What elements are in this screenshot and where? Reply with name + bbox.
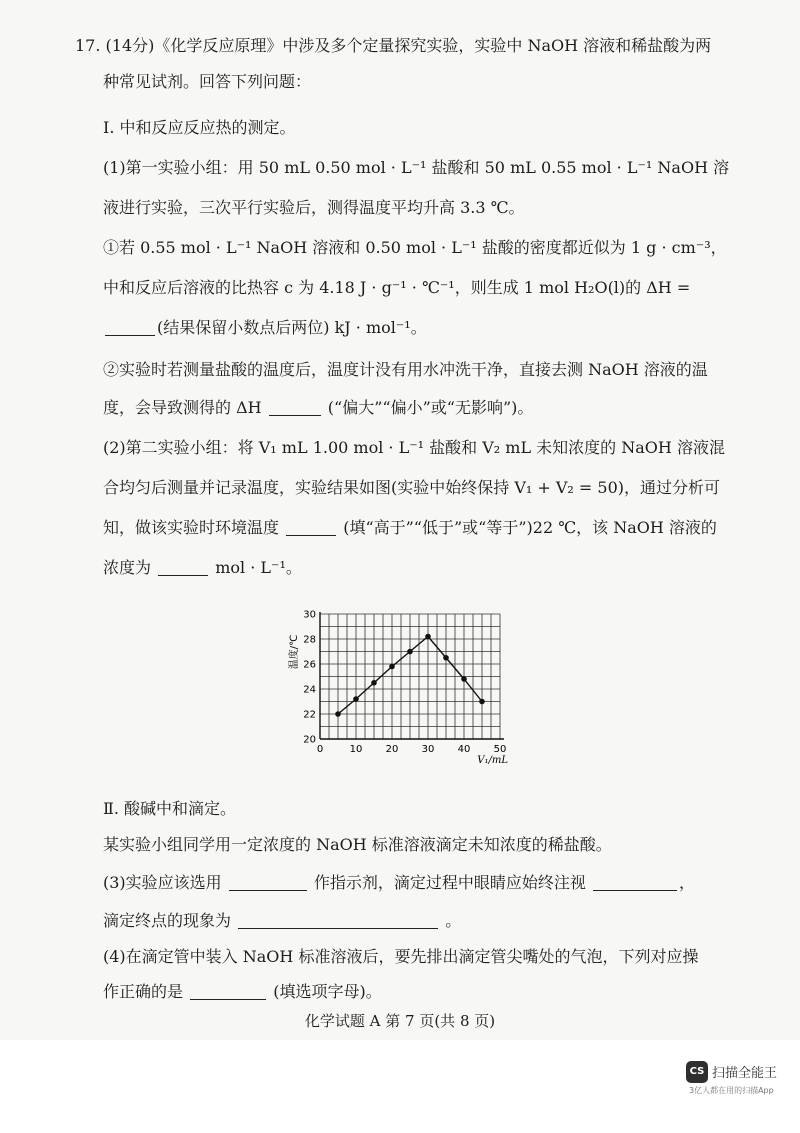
x-tick-label: 0 [316,744,324,755]
answer-blank-delta-h[interactable] [105,319,155,336]
q4-line-2-text-a: 作正确的是 [103,982,184,1001]
camscanner-tagline: 3亿人都在用的扫描App [689,1086,774,1095]
q4-line-1: (4)在滴定管中装入 NaOH 标准溶液后，要先排出滴定管尖嘴处的气泡，下列对应操 [103,947,699,966]
data-point [461,676,467,682]
y-tick-label: 28 [303,634,316,646]
q1b-line-2-text-a: 度，会导致测得的 ΔH [103,398,262,417]
camscanner-logo-icon: CS [686,1061,708,1083]
temperature-chart [285,604,525,774]
q2-line-4-text-b: mol · L⁻¹。 [215,558,302,577]
answer-blank-option[interactable] [190,983,266,1000]
y-axis-label: 温度/℃ [289,634,300,670]
y-tick-label: 22 [303,709,316,721]
x-tick-label: 10 [349,744,363,755]
q1b-line-2 [103,397,533,419]
camscanner-brand: 扫描全能王 [712,1066,778,1081]
q3-line-2-text-b: 。 [445,911,462,930]
q4-line-2-text-b: (填选项字母)。 [273,982,382,1001]
y-tick-label: 20 [303,734,316,746]
data-point [407,649,413,655]
q1-line-2: 液进行实验，三次平行实验后，测得温度平均升高 3.3 ℃。 [103,198,525,217]
x-tick-label: 40 [457,744,471,755]
x-axis-label: V₁/mL [477,755,508,766]
q1-line-1: (1)第一实验小组：用 50 mL 0.50 mol · L⁻¹ 盐酸和 50 mL 0.55 mol · L⁻¹ NaOH 溶 [103,158,730,177]
q3-line-1-text-a: (3)实验应该选用 [103,873,222,892]
q3-line-2 [103,910,461,932]
data-point [443,655,449,661]
q2-line-1: (2)第二实验小组：将 V₁ mL 1.00 mol · L⁻¹ 盐酸和 V₂ mL 未知浓度的 NaOH 溶液混 [103,438,725,457]
q3-line-1-text-c: ， [678,873,695,892]
answer-blank-naoh-concentration[interactable] [158,559,208,576]
answer-blank-delta-h-effect[interactable] [269,399,321,416]
data-point [389,664,395,670]
data-point [479,699,485,705]
q4-line-2 [103,981,382,1003]
q3-intro: 某实验小组同学用一定浓度的 NaOH 标准溶液滴定未知浓度的稀盐酸。 [103,835,612,854]
q1a-line-1: ①若 0.55 mol · L⁻¹ NaOH 溶液和 0.50 mol · L⁻¹ 盐酸的密度都近似为 1 g · cm⁻³， [103,238,727,257]
q1a-line-2: 中和反应后溶液的比热容 c 为 4.18 J · g⁻¹ · ℃⁻¹，则生成 1 mol H₂O(l)的 ΔH = [103,278,691,297]
q2-line-3-text-a: 知，做该实验时环境温度 [103,518,280,537]
data-point [371,680,377,686]
question-header-line-1: 17. (14分)《化学反应原理》中涉及多个定量探究实验，实验中 NaOH 溶液和稀盐酸为两 [75,36,712,55]
question-header-line-2: 种常见试剂。回答下列问题： [103,72,312,91]
x-tick-label: 30 [421,744,435,755]
page-footer-title: 化学试题 A 第 7 页(共 8 页) [304,1012,496,1030]
q1b-line-1: ②实验时若测量盐酸的温度后，温度计没有用水冲洗干净，直接去测 NaOH 溶液的温 [103,360,708,379]
q2-line-3-text-b: (填“高于”“低于”或“等于”)22 ℃，该 NaOH 溶液的 [343,518,717,537]
q3-line-1-text-b: 作指示剂，滴定过程中眼睛应始终注视 [313,873,586,892]
part1-heading: Ⅰ. 中和反应反应热的测定。 [103,118,296,137]
q2-line-4 [103,557,302,579]
q2-line-4-text-a: 浓度为 [103,558,152,577]
part2-heading: Ⅱ. 酸碱中和滴定。 [103,799,237,818]
q3-line-2-text-a: 滴定终点的现象为 [103,911,232,930]
answer-blank-endpoint[interactable] [238,912,438,929]
q1a-line-3-text: (结果保留小数点后两位) kJ · mol⁻¹。 [157,318,427,337]
data-point [335,711,341,717]
x-tick-label: 20 [385,744,399,755]
q2-line-2: 合均匀后测量并记录温度，实验结果如图(实验中始终保持 V₁ + V₂ = 50)，通过分析可 [103,478,721,497]
x-tick-label: 50 [493,744,507,755]
q2-line-3 [103,517,717,539]
answer-blank-eye-focus[interactable] [593,874,677,891]
answer-blank-indicator[interactable] [229,874,307,891]
q3-line-1 [103,872,695,894]
y-tick-label: 30 [303,609,316,621]
y-tick-label: 26 [303,659,316,671]
q1b-line-2-text-b: (“偏大”“偏小”或“无影响”)。 [327,398,534,417]
data-point [425,634,431,640]
y-tick-label: 24 [303,684,316,696]
data-point [353,696,359,702]
answer-blank-ambient-temp[interactable] [286,519,336,536]
q1a-line-3 [103,317,427,339]
